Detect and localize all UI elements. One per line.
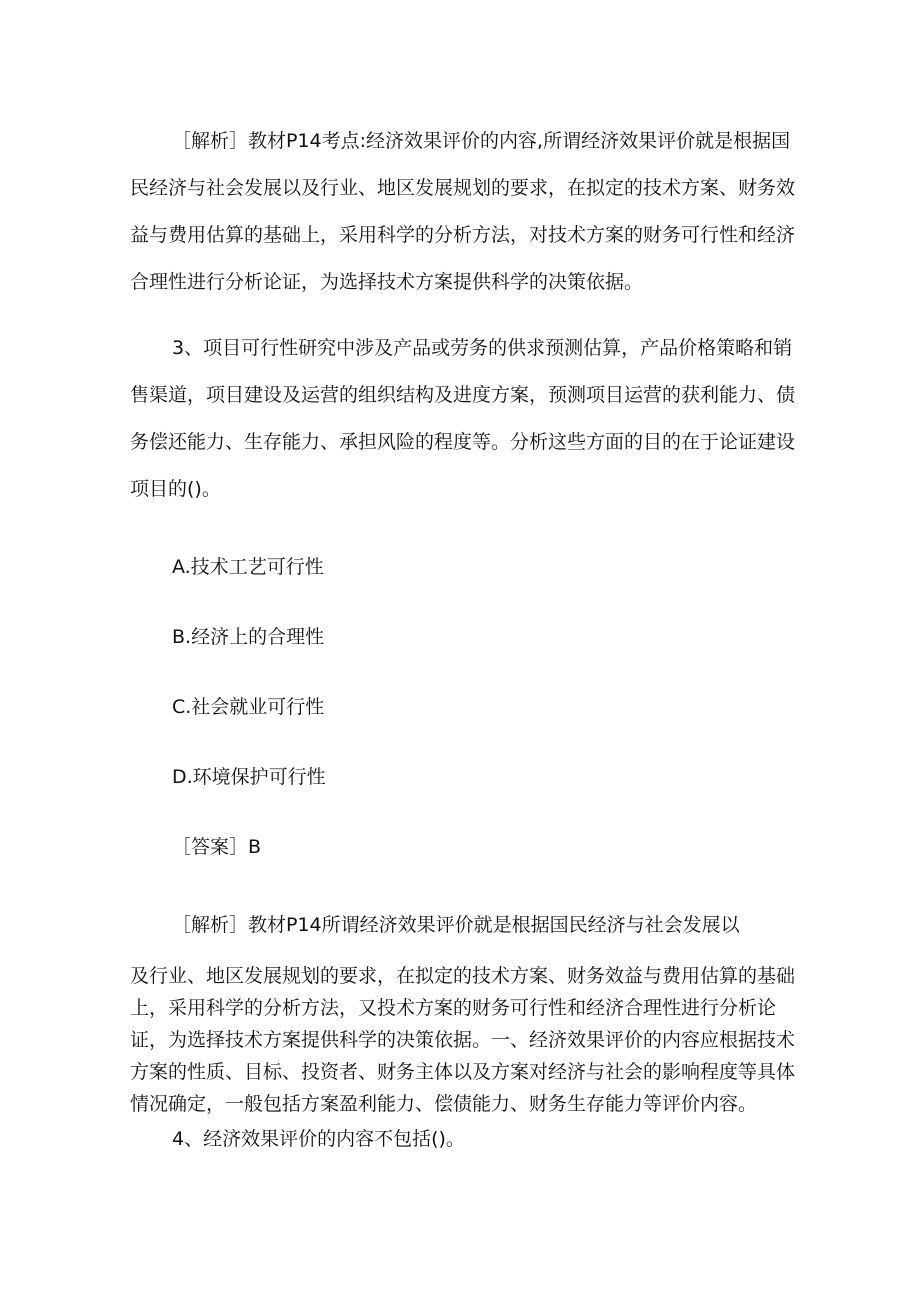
analysis-heading-2: ［解析］教材P14所谓经济效果评价就是根据国民经济与社会发展以 (172, 914, 740, 936)
analysis-paragraph-1: ［解析］教材P14考点:经济效果评价的内容,所谓经济效果评价就是根据国民经济与社会发展以及行业、地区发展规划的要求，在拟定的技术方案、财务效益与费用估算的基础上，采用科学的分析方法，对技术方案的财务可行性和经济合理性进行分析论证，为选择技术方案提供科学的决策依据。 (130, 130, 796, 293)
question-4: 4、经济效果评价的内容不包括()。 (172, 1128, 465, 1150)
option-c: C.社会就业可行性 (172, 696, 325, 718)
answer-label: ［答案］B (172, 836, 262, 858)
option-a: A.技术工艺可行性 (172, 556, 324, 578)
option-d: D.环境保护可行性 (172, 766, 326, 788)
option-b: B.经济上的合理性 (172, 626, 325, 648)
question-3: 3、项目可行性研究中涉及产品或劳务的供求预测估算，产品价格策略和销售渠道，项目建设及运营的组织结构及进度方案，预测项目运营的获利能力、债务偿还能力、生存能力、承担风险的程度等。分析这些方面的目的在于论证建设项目的()。 (130, 337, 796, 500)
analysis-paragraph-2: 及行业、地区发展规划的要求，在拟定的技术方案、财务效益与费用估算的基础上，采用科学的分析方法，又投术方案的财务可行性和经济合理性进行分析论证，为选择技术方案提供科学的决策依据。一、经济效果评价的内容应根据技术方案的性质、目标、投资者、财务主体以及方案对经济与社会的影响程度等具体情况确定，一般包括方案盈利能力、偿债能力、财务生存能力等评价内容。 (130, 965, 796, 1115)
